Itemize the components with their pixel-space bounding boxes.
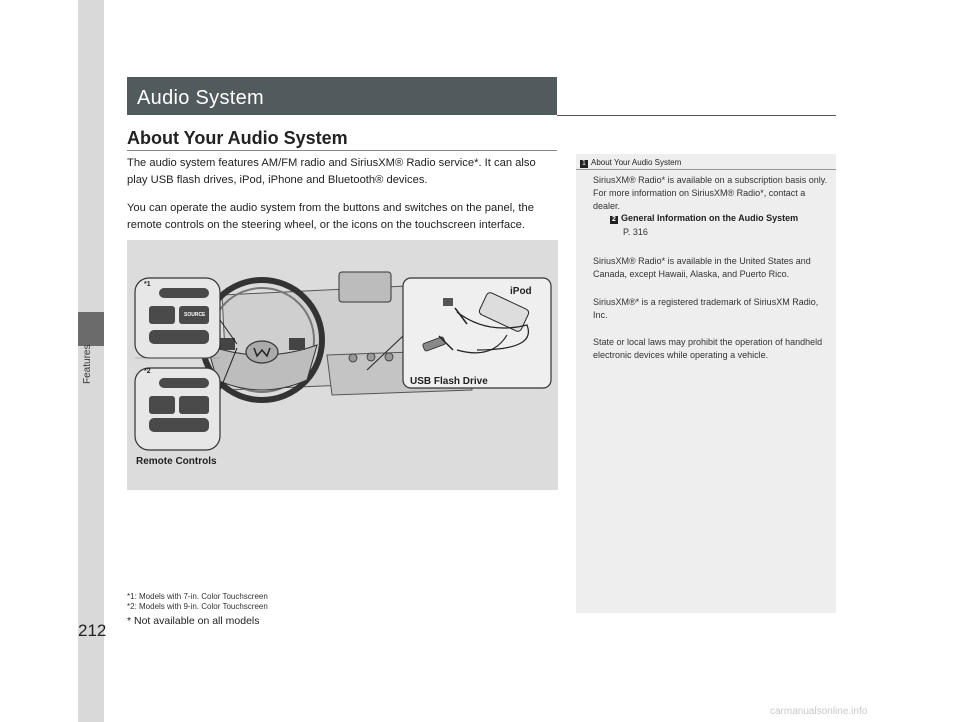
note-paragraph-availability: SiriusXM® Radio* is available in the United States and Canada, except Hawaii, Alaska, and Puerto Rico.: [593, 256, 811, 279]
note-paragraph-subscription: SiriusXM® Radio* is available on a subscription basis only. For more information on SiriusXM® Radio*, contact a dealer.: [593, 175, 828, 211]
note-heading: 1 About Your Audio System: [580, 158, 681, 168]
footnote-2: *2: Models with 9-in. Color Touchscreen: [127, 602, 268, 611]
title-rule: [557, 115, 836, 116]
note-paragraph-laws: State or local laws may prohibit the operation of handheld electronic devices while operating a vehicle.: [593, 337, 823, 360]
section-side-label: Features: [82, 344, 93, 384]
figure-note-1-marker: *1: [144, 281, 151, 288]
chapter-title: Audio System: [137, 87, 264, 109]
source-button-label: SOURCE: [184, 312, 206, 318]
note-paragraph-trademark: SiriusXM®* is a registered trademark of SiriusXM Radio, Inc.: [593, 297, 819, 320]
remote-controls-label: Remote Controls: [136, 456, 217, 467]
note-cross-reference-link[interactable]: 2 General Information on the Audio System: [610, 212, 850, 225]
footnote-1: *1: Models with 7-in. Color Touchscreen: [127, 592, 268, 601]
note-rule: [576, 169, 836, 170]
watermark: carmanualsonline.info: [770, 706, 868, 717]
section-rule: [127, 150, 557, 151]
usb-port-1: [443, 298, 453, 306]
side-tab-marker: [78, 312, 104, 346]
page-number: 212: [78, 621, 107, 640]
note-cross-reference-page[interactable]: P. 316: [623, 227, 648, 237]
usb-flash-drive-label: USB Flash Drive: [410, 376, 488, 387]
cross-reference-icon: 2: [610, 216, 618, 224]
audio-system-figure: [127, 240, 558, 490]
note-marker-icon: 1: [580, 160, 588, 168]
ipod-label: iPod: [510, 286, 532, 297]
figure-note-2-marker: *2: [144, 368, 151, 375]
intro-paragraph: The audio system features AM/FM radio and SiriusXM® Radio service*. It can also play USB flash drives, iPod, iPhone and Bluetooth® devices.: [127, 157, 536, 186]
availability-note: * Not available on all models: [127, 615, 260, 627]
controls-paragraph: You can operate the audio system from the buttons and switches on the panel, the remote controls on the steering wheel, or the icons on the touchscreen interface.: [127, 202, 534, 231]
left-switch-cluster: [219, 338, 235, 350]
chapter-title-bar: [127, 77, 557, 115]
side-note-box: [576, 154, 836, 613]
right-switch-cluster: [289, 338, 305, 350]
dashboard-illustration: [127, 240, 558, 490]
touchscreen-display: [339, 272, 391, 302]
section-heading: About Your Audio System: [127, 128, 348, 148]
